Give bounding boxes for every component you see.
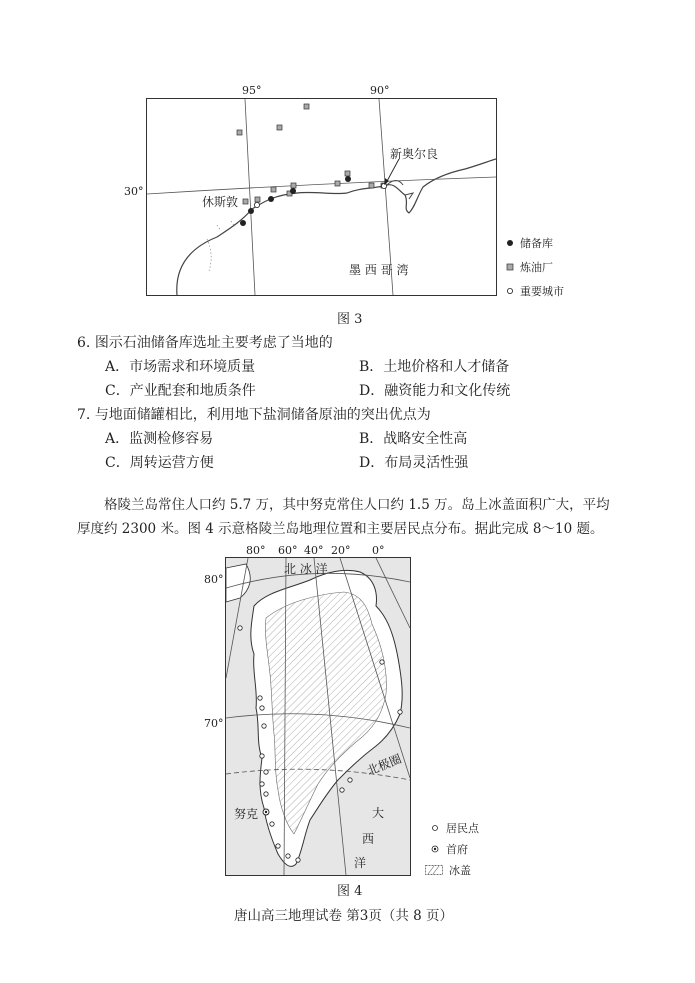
q7-option-a[interactable]: A．监测检修容易 [105,431,214,447]
label-nuuk: 努克 [234,807,259,821]
label-arctic-ocean: 北 冰 洋 [284,562,328,576]
new-orleans-arrow [386,159,399,183]
refinery [237,130,242,135]
settlement [286,854,290,858]
q7-option-b[interactable]: B．战略安全性高 [359,431,468,447]
storage-site [268,196,274,202]
legend-label: 居民点 [446,822,479,835]
settlement [262,724,266,728]
q7-option-d[interactable]: D．布局灵活性强 [359,455,469,471]
refinery [255,197,260,202]
legend-label: 冰盖 [449,864,471,877]
meridian-95 [245,99,255,295]
fig4-lat-80: 80° [204,573,224,586]
legend-label: 储备库 [520,237,553,250]
label-atlantic-2: 西 [362,832,375,846]
settlement [260,754,264,758]
hatch-icon [425,865,443,875]
storage-site [248,208,254,214]
fig4-lon-60: 60° [278,544,298,557]
settlement [260,782,264,786]
question-6 [77,332,333,352]
fig3-legend-storage [506,235,553,251]
settlement [258,696,262,700]
question-stem: 图示石油储备库选址主要考虑了当地的 [94,335,333,351]
passage-line-1: 格陵兰岛常住人口约 5.7 万，其中努克常住人口约 1.5 万。岛上冰盖面积广大，平均 [104,497,610,513]
settlement [238,626,242,630]
figure-4-caption: 图 4 [337,884,363,899]
city-new-orleans [381,183,386,188]
label-new-orleans: 新奥尔良 [390,147,439,161]
coastal-edge [207,221,235,271]
fig3-lon-90: 90° [370,84,390,97]
figure-3-caption: 图 3 [337,312,363,327]
settlement [260,706,264,710]
settlement [380,660,384,664]
q6-option-b[interactable]: B．土地价格和人才储备 [359,359,510,375]
question-7 [77,404,431,424]
refinery [369,183,374,188]
parallel-30 [147,177,496,194]
capital-nuuk-center [265,811,267,813]
figure-4-map [225,557,411,876]
label-arctic-circle: 北极圈 [364,751,404,779]
refinery [243,199,248,204]
fig4-legend-icecap [425,862,471,878]
fig3-lat-30: 30° [124,185,144,198]
label-houston: 休斯敦 [202,195,239,209]
refinery [345,171,350,176]
label-atlantic-1: 大 [372,806,385,820]
refinery [291,183,296,188]
settlement [398,710,402,714]
dot-filled-icon [506,239,514,247]
settlement [264,792,268,796]
refinery [277,125,282,130]
fig4-lon-40: 40° [304,544,324,557]
fig4-lon-0: 0° [372,544,385,557]
legend-label: 炼油厂 [520,261,553,274]
settlement [276,844,280,848]
city-houston [254,202,259,207]
delta-detail [387,181,413,200]
gulf-coastline [177,159,496,295]
refinery [335,181,340,186]
q6-option-c[interactable]: C．产业配套和地质条件 [105,383,256,399]
label-gulf-of-mexico: 墨 西 哥 湾 [349,263,409,277]
fig3-legend-refinery [506,259,553,275]
circle-open-icon [506,287,514,295]
fig4-lon-80: 80° [246,544,266,557]
fig3-lon-95: 95° [242,84,262,97]
greenland-map-svg [226,558,410,875]
question-number: 7. [77,407,91,423]
gulf-coast-map-svg [147,99,496,295]
fig4-legend-capital [430,841,468,857]
passage-line-2: 厚度约 2300 米。图 4 示意格陵兰岛地理位置和主要居民点分布。据此完成 8～10 题。 [77,521,604,537]
square-gray-icon [506,263,514,271]
storage-site [345,176,351,182]
question-stem: 与地面储罐相比，利用地下盐洞储备原油的突出优点为 [94,407,431,423]
settlement [296,858,300,862]
q6-option-d[interactable]: D．融资能力和文化传统 [359,383,511,399]
storage-site [290,188,296,194]
refinery [271,187,276,192]
settlement [348,778,352,782]
refinery [304,104,309,109]
storage-site [240,220,246,226]
legend-label: 首府 [446,843,468,856]
settlement [270,822,274,826]
q6-option-a[interactable]: A．市场需求和环境质量 [105,359,256,375]
fig4-legend-settlement [430,820,479,836]
question-number: 6. [77,335,91,351]
settlement [264,770,268,774]
q7-option-c[interactable]: C．周转运营方便 [105,455,214,471]
legend-label: 重要城市 [520,285,564,298]
fig3-legend-city [506,283,564,299]
circle-open-icon [430,823,440,833]
label-atlantic-3: 洋 [354,856,367,870]
fig4-lon-20: 20° [331,544,351,557]
figure-3-map [146,98,497,296]
page-footer: 唐山高三地理试卷 第3页（共 8 页） [234,908,454,924]
settlement [340,788,344,792]
fig4-lat-70: 70° [204,717,224,730]
circle-dot-icon [430,844,440,854]
